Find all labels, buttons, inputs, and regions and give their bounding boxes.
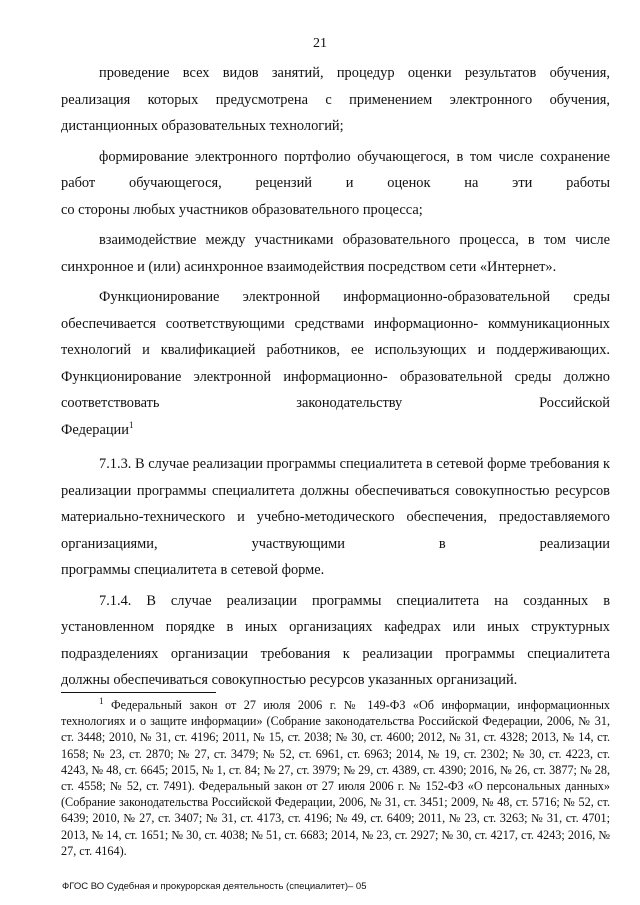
text-line: сохранение работ обучающегося, рецензий и оценок на эти работы — [61, 148, 610, 191]
text-line: коммуникационных технологий и квалификацией работников, ее использующих и — [61, 315, 610, 358]
text-line: поддерживающих. Функционирование электронной информационно- — [61, 342, 610, 385]
paragraph-3 — [61, 227, 610, 254]
footnote-reference[interactable]: 1 — [128, 419, 134, 430]
text-line: 7.1.4. В случае реализации программы специалитета на созданных — [99, 592, 589, 609]
footnote-body: Федеральный закон от 27 июля 2006 г. № 149-ФЗ «Об информации, информационных технологиях и о защите информации» (Собрание законодательства Российской Федерации, 2006, № 31, ст. 3448; 2010, № 31, ст. 4196; 2011, № 15, ст. 2038; № 30, ст. 4600; 2012, № 31, ст. 4328; 2013, № 14, ст. 1658; № 23, ст. 2870; № 27, ст. 3479; № 52, ст. 6961, ст. 6963; 2014, № 19, ст. 2302; № 30, ст. 4223, ст. 4243, № 48, ст. 6645; 2015, № 1, ст. 84; № 27, ст. 3979; № 29, ст. 4389, ст. 4390; 2016, № 26, ст. 3877; № 28, ст. 4558; № 52, ст. 7491). Федеральный закон от 27 июля 2006 г. № 152-ФЗ «О персональных данных» (Собрание законодательства Российской Федерации, 2006, № 31, ст. 3451; 2009, № 48, ст. 5716; № 52, ст. 6439; 2010, № 27, ст. 3407; № 31, ст. 4173, ст. 4196; № 49, ст. 6409; 2011, № 23, ст. 3263; № 31, ст. 4701; 2013, № 14, ст. 1651; № 30, ст. 4038; № 51, ст. 6683; 2014, № 23, ст. 2927; № 30, ст. 4217, ст. 4243; 2016, № 27, ст. 4164). — [61, 698, 610, 858]
text-line: совокупностью ресурсов материально-технического и учебно-методического — [61, 482, 610, 525]
text-line: взаимодействие между участниками образовательного процесса, в том числе — [99, 232, 610, 248]
text-line: дистанционных образовательных технологий; — [61, 118, 344, 134]
paragraph-6 — [61, 588, 610, 668]
page-footer: ФГОС ВО Судебная и прокурорская деятельность (специалитет)– 05 — [62, 881, 367, 892]
footnote — [61, 697, 610, 859]
text-line: требования к реализации программы специалитета должны обеспечиваться — [61, 456, 610, 499]
text-line: обеспечения, предоставляемого организациями, участвующими в реализации — [61, 509, 610, 552]
footnote-divider — [61, 692, 216, 693]
paragraph-2-end — [61, 197, 610, 224]
text-line: формирование электронного портфолио обучающегося, в том числе — [99, 148, 534, 165]
paragraph-5-end — [61, 557, 610, 584]
paragraph-2 — [61, 144, 610, 197]
text-line: реализация которых предусмотрена с применением электронного обучения, — [61, 91, 610, 108]
footnote-marker: 1 — [99, 695, 104, 706]
text-line: обеспечивается соответствующими средствами информационно- — [61, 315, 479, 332]
paragraph-1-end — [61, 113, 610, 140]
text-line: должны обеспечиваться совокупностью ресурсов указанных организаций. — [61, 672, 518, 688]
text-line: подразделениях организации требования к реализации программы специалитета — [61, 645, 610, 662]
paragraph-3-end — [61, 254, 610, 281]
document-body — [61, 60, 610, 694]
paragraph-4-end — [61, 417, 610, 444]
text-line: со стороны любых участников образовательного процесса; — [61, 201, 423, 218]
paragraph-5 — [61, 451, 610, 557]
text-line: образовательной среды должно соответствовать законодательству Российской — [61, 368, 610, 411]
paragraph-6-end — [61, 667, 610, 694]
text-line: Функционирование электронной информационно-образовательной среды — [99, 289, 610, 305]
text-line: в установленном порядке в иных организациях кафедрах или иных структурных — [61, 592, 610, 635]
text-line: синхронное и (или) асинхронное взаимодействия посредством сети «Интернет». — [61, 258, 557, 275]
paragraph-4 — [61, 284, 610, 417]
page-number: 21 — [313, 36, 327, 51]
text-line: программы специалитета в сетевой форме. — [61, 562, 325, 578]
footnote-text — [61, 697, 610, 859]
text-line: 7.1.3. В случае реализации программы специалитета в сетевой форме — [99, 456, 527, 472]
text-line: Федерации — [61, 421, 129, 438]
paragraph-1 — [61, 60, 610, 113]
text-line: проведение всех видов занятий, процедур оценки результатов обучения, — [99, 65, 610, 81]
